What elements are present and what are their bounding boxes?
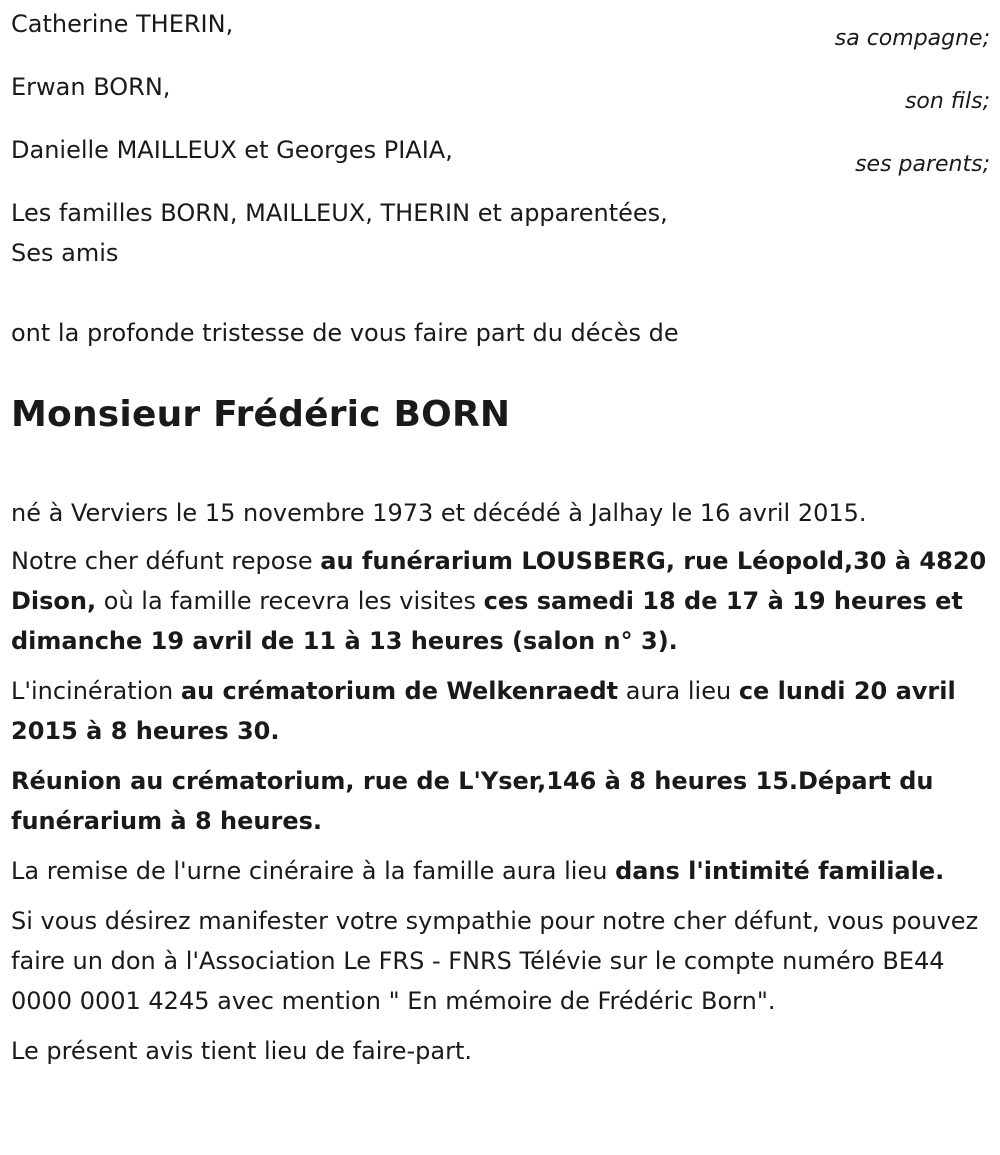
family-member-role: sa compagne; <box>834 26 990 51</box>
donation-paragraph <box>11 901 990 1021</box>
meeting-paragraph <box>11 761 990 841</box>
funeral-home-address: au funérarium LOUSBERG, rue Léopold,30 à 4820 Dison, <box>11 547 987 615</box>
family-member-name: Erwan BORN, <box>11 73 171 101</box>
family-entry-companion <box>11 4 990 67</box>
family-member-name: Danielle MAILLEUX et Georges PIAIA, <box>11 136 453 164</box>
family-member-role: ses parents; <box>855 152 990 177</box>
families-line: Les familles BORN, MAILLEUX, THERIN et apparentées, <box>11 199 668 227</box>
crematorium-name: au crématorium de Welkenraedt <box>180 677 619 705</box>
urn-text: La remise de l'urne cinéraire à la famille aura lieu <box>11 857 616 885</box>
resting-place-paragraph <box>11 541 990 661</box>
resting-text-1: Notre cher défunt repose <box>11 547 321 575</box>
resting-text-2: où la famille recevra les visites <box>96 587 484 615</box>
urn-privacy: dans l'intimité familiale. <box>615 857 945 885</box>
friends-line: Ses amis <box>11 239 119 267</box>
family-member-role: son fils; <box>904 89 990 114</box>
family-entry-son <box>11 67 990 130</box>
family-entry-parents <box>11 130 990 193</box>
cremation-text-2: aura lieu <box>618 677 739 705</box>
meeting-details: Réunion au crématorium, rue de L'Yser,146 à 8 heures 15.Départ du funérarium à 8 heures. <box>11 767 934 835</box>
family-member-name: Catherine THERIN, <box>11 10 234 38</box>
visiting-hours: ces samedi 18 de 17 à 19 heures et dimanche 19 avril de 11 à 13 heures (salon n° 3). <box>11 587 963 655</box>
spacer <box>11 273 990 313</box>
urn-paragraph <box>11 851 990 891</box>
cremation-paragraph <box>11 671 990 751</box>
birth-death-line: né à Verviers le 15 novembre 1973 et décédé à Jalhay le 16 avril 2015. <box>11 499 867 527</box>
cremation-text-1: L'incinération <box>11 677 181 705</box>
deceased-name: Monsieur Frédéric BORN <box>11 394 511 435</box>
donation-text: Si vous désirez manifester votre sympathie pour notre cher défunt, vous pouvez faire un don à l'Association Le FRS - FNRS Télévie sur le compte numéro BE44 0000 0001 4245 avec mention " En mémoire de Frédéric Born". <box>11 907 979 1015</box>
cremation-date: ce lundi 20 avril 2015 à 8 heures 30. <box>11 677 956 745</box>
closing-line: Le présent avis tient lieu de faire-part. <box>11 1037 473 1065</box>
announcement-intro: ont la profonde tristesse de vous faire part du décès de <box>11 319 679 347</box>
